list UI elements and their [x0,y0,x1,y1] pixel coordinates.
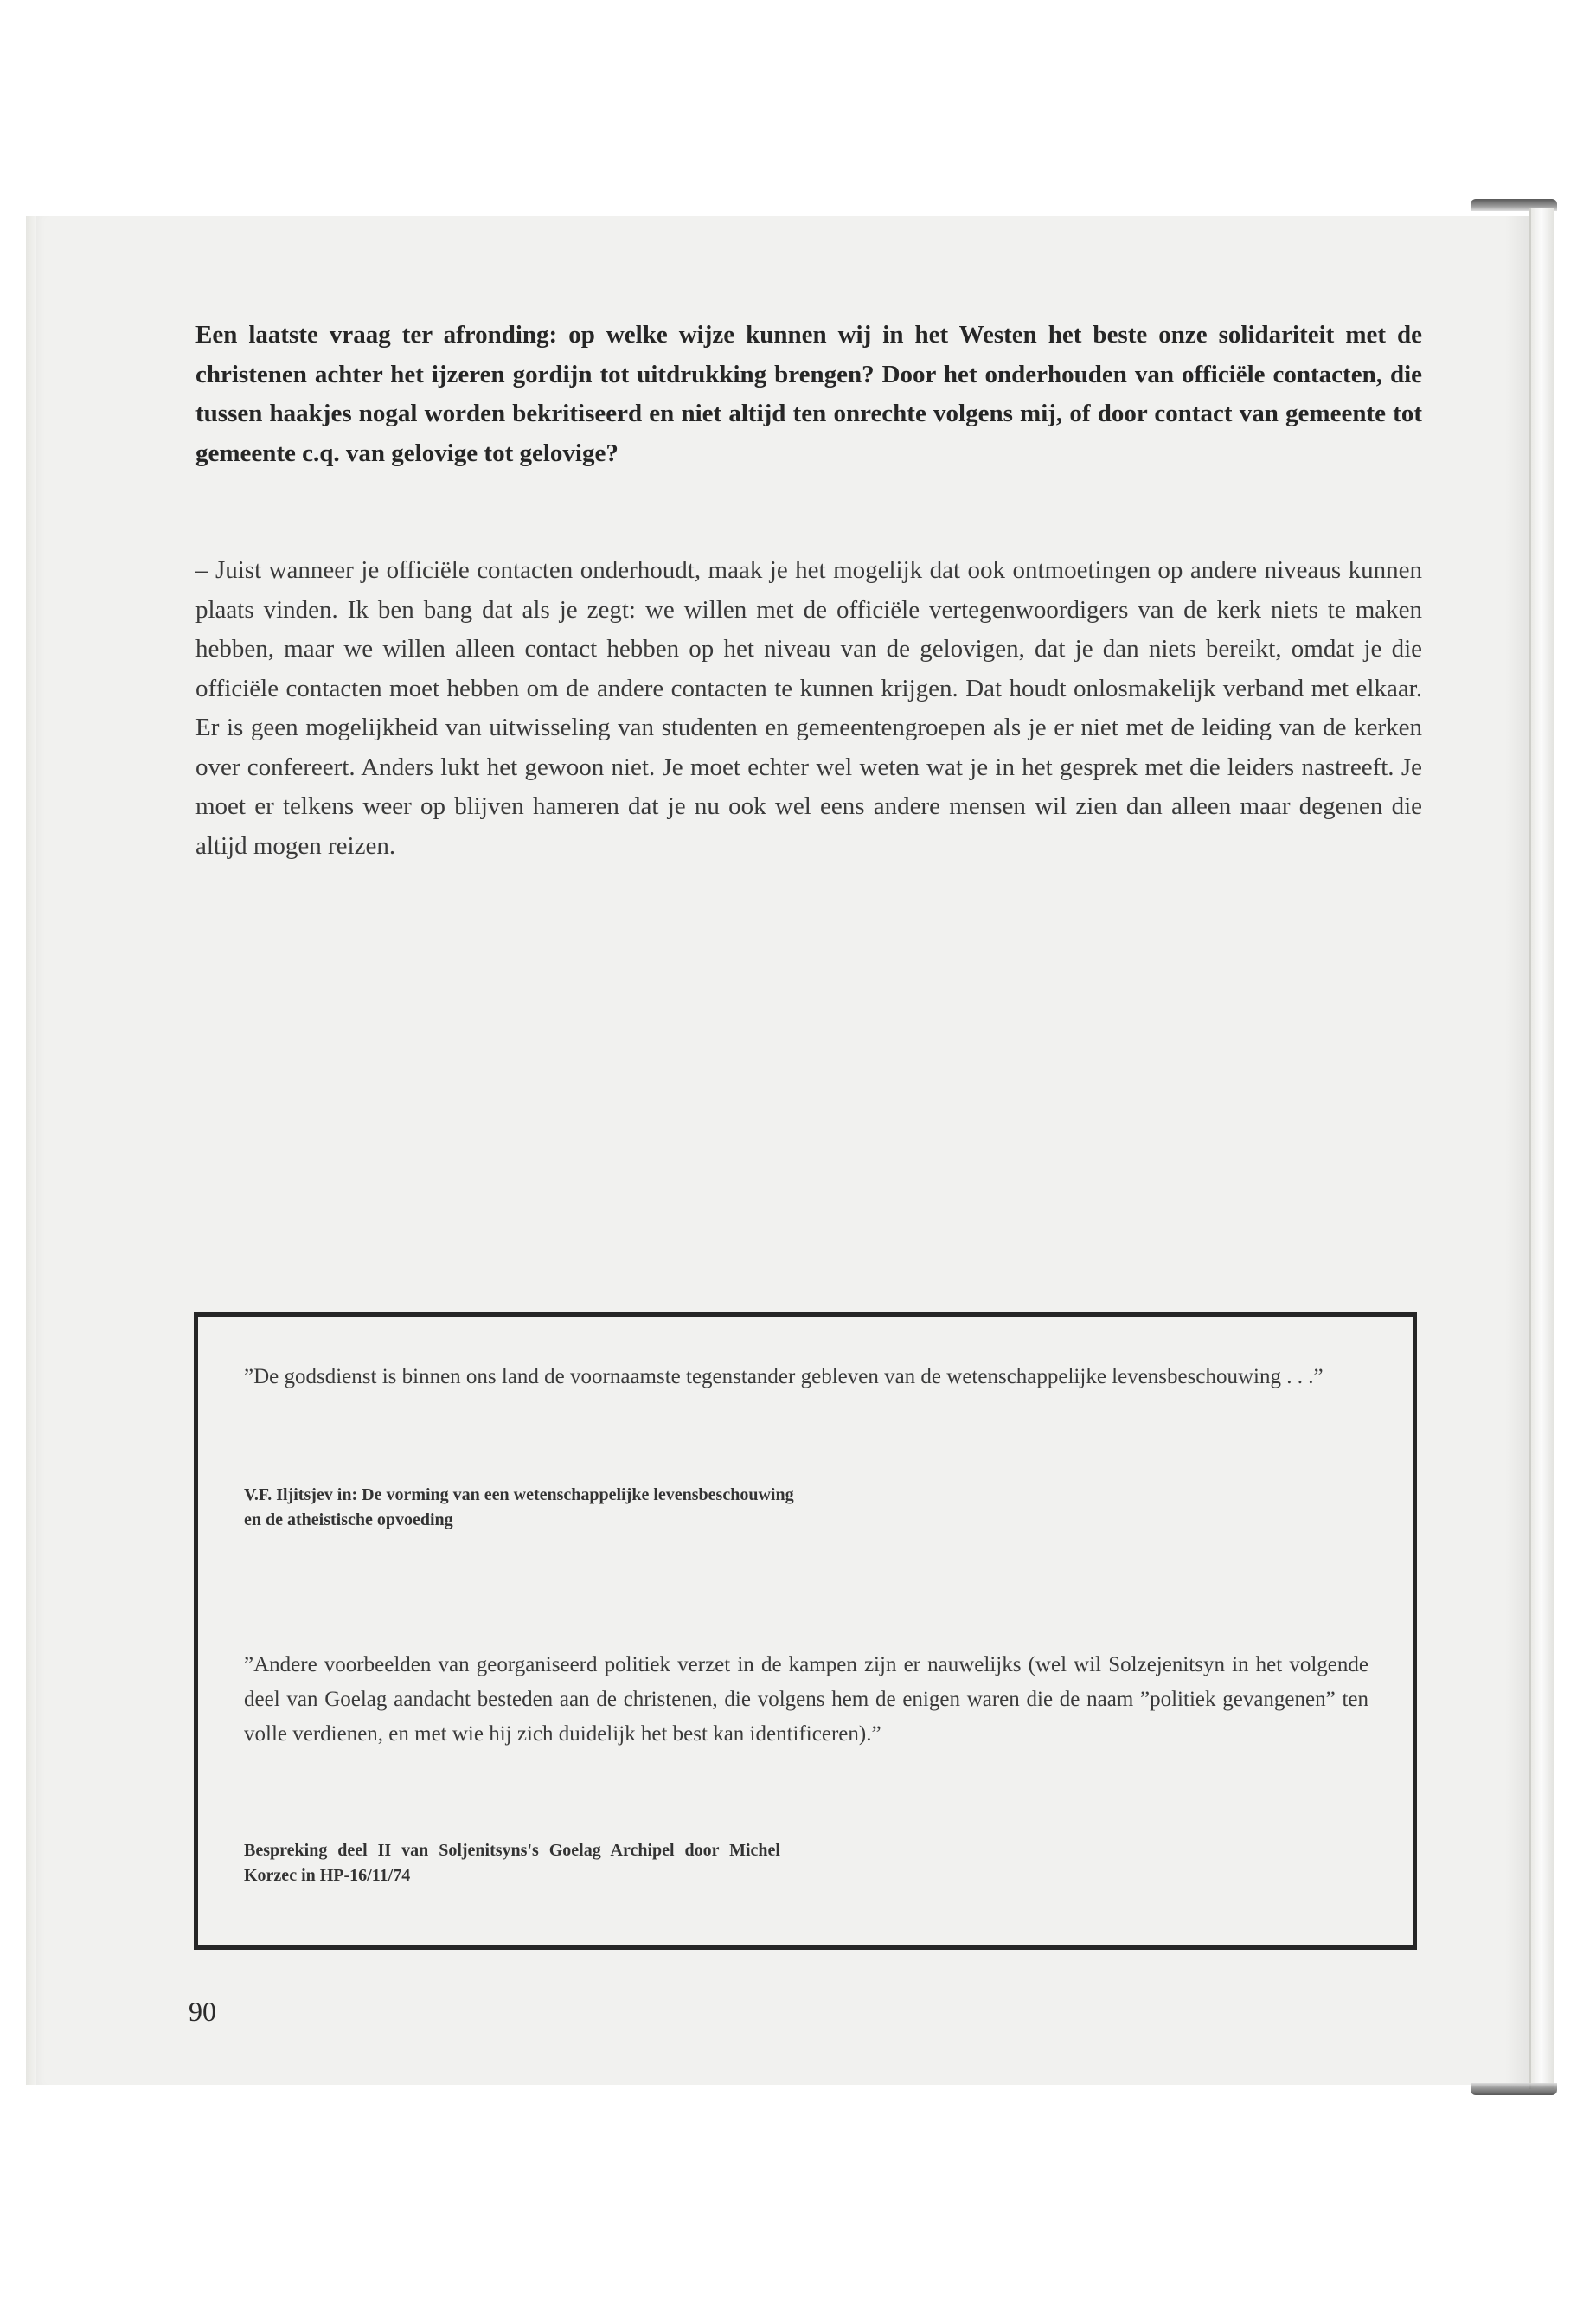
binding-cap-bottom [1471,2083,1557,2095]
page-left-edge [26,216,36,2085]
quote-source-korzec: Bespreking deel II van Soljenitsyns's Goelag Archipel door Michel Korzec in HP-16/11/74 [244,1841,780,1885]
quote-goelag-review: ”Andere voorbeelden van georganiseerd politiek verzet in de kampen zijn er nauwelijks (wel wil Solzejenitsyn in het volgende deel van Goelag aandacht besteden aan de christenen, die volgens hem de enigen waren die de naam ”politiek gevangenen” ten volle verdienen, en met wie hij zich duidelijk het best kan identificeren).” [244,1653,1368,1746]
page-gutter-shadow [1505,216,1531,2085]
quotation-box [194,1312,1417,1950]
interview-answer: – Juist wanneer je officiële contacten onderhoudt, maak je het mogelijk dat ook ontmoetingen op andere niveaus kunnen plaats vinden. Ik ben bang dat als je zegt: we willen met de officiële vertegenwoordigers van de kerk niets te maken hebben, maar we willen alleen contact hebben op het niveau van de gelovigen, dat je dan niets bereikt, omdat je die officiële contacten moet hebben om de andere contacten te kunnen krijgen. Dat houdt onlosmakelijk verband met elkaar. Er is geen mogelijkheid van uitwisseling van studenten en gemeentengroepen als je er niet met de leiding van de kerken over confereert. Anders lukt het gewoon niet. Je moet echter wel weten wat je in het gesprek met die leiders nastreeft. Je moet er telkens weer op blijven hameren dat je nu ook wel eens andere mensen wil zien dan alleen maar degenen die altijd mogen reizen. [195,556,1422,860]
book-binding [1529,208,1554,2089]
quote-iljitsjev: ”De godsdienst is binnen ons land de voornaamste tegenstander gebleven van de wetenschappelijke levensbeschouwing . . .” [244,1365,1324,1388]
quote-source-iljitsjev: V.F. Iljitsjev in: De vorming van een wetenschappelijke levensbeschouwing en de atheistische opvoeding [244,1485,794,1529]
interview-question: Een laatste vraag ter afronding: op welke wijze kunnen wij in het Westen het beste onze solidariteit met de christenen achter het ijzeren gordijn tot uitdrukking brengen? Door het onderhouden van officiële contacten, die tussen haakjes nogal worden bekritiseerd en niet altijd ten onrechte volgens mij, of door contact van gemeente tot gemeente c.q. van gelovige tot gelovige? [195,321,1422,467]
page-number: 90 [189,1996,216,2027]
